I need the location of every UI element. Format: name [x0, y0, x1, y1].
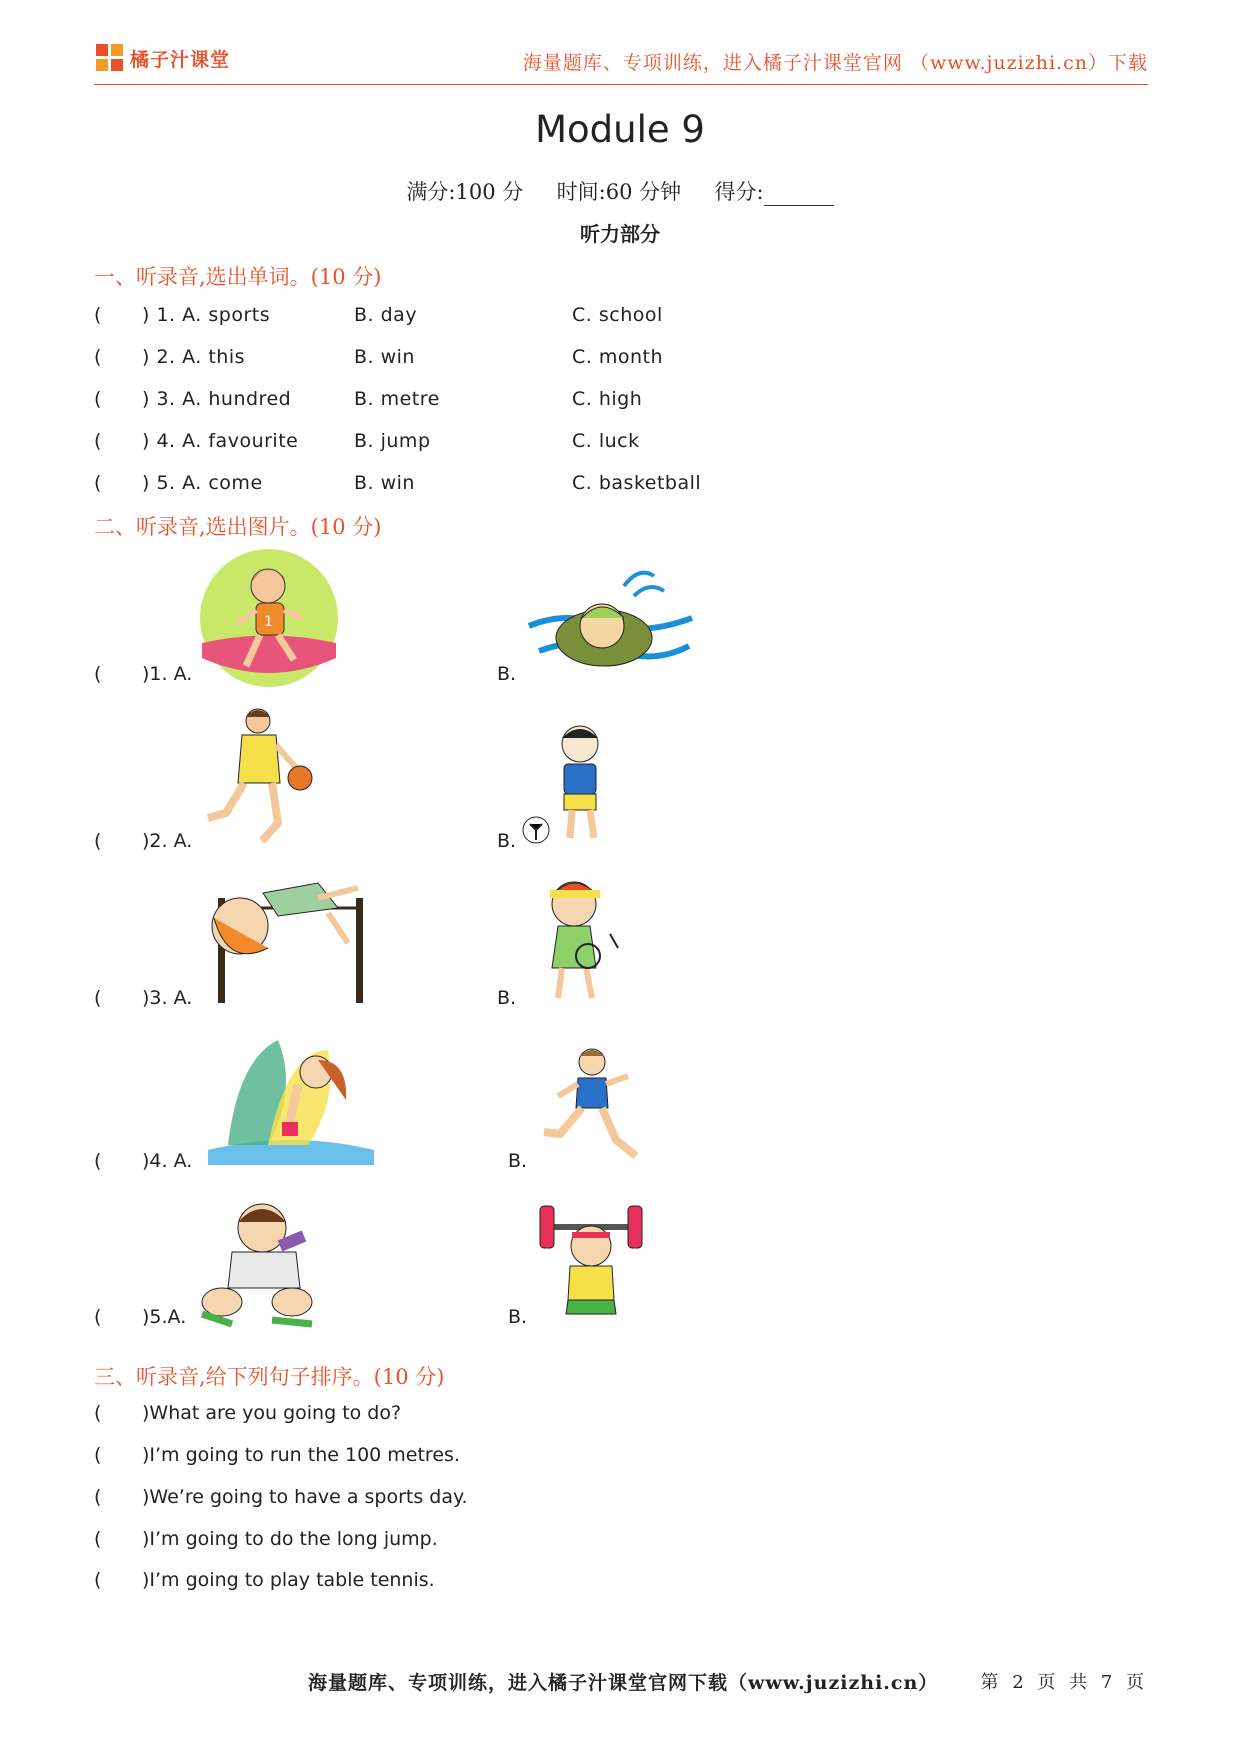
- option-a: ) 5. A. come: [142, 472, 263, 494]
- answer-paren[interactable]: (: [94, 472, 102, 494]
- option-a-label: )4. A.: [142, 1150, 193, 1172]
- option-b: B. win: [354, 472, 415, 494]
- answer-paren[interactable]: (: [94, 1528, 102, 1550]
- svg-text:1: 1: [264, 614, 273, 630]
- sentence-text: )What are you going to do?: [142, 1402, 402, 1424]
- page-title: Module 9: [535, 108, 705, 151]
- answer-paren[interactable]: (: [94, 663, 102, 685]
- option-c: C. luck: [572, 430, 640, 452]
- option-b: B. jump: [354, 430, 431, 452]
- answer-paren[interactable]: (: [94, 388, 102, 410]
- football-boy-icon[interactable]: [520, 720, 636, 850]
- score-label: 得分:: [714, 180, 764, 204]
- section2-heading: 二、听录音,选出图片。(10 分): [94, 515, 382, 539]
- badminton-girl-icon[interactable]: [522, 868, 626, 1008]
- answer-paren[interactable]: (: [94, 1486, 102, 1508]
- option-b-label: B.: [508, 1150, 528, 1172]
- option-b-label: B.: [497, 830, 517, 852]
- sentence-text: )I’m going to play table tennis.: [142, 1569, 435, 1591]
- score-blank[interactable]: [764, 187, 834, 206]
- answer-paren[interactable]: (: [94, 1444, 102, 1466]
- sentence-text: )I’m going to do the long jump.: [142, 1528, 438, 1550]
- question-row: [94, 430, 994, 456]
- question-row: [94, 346, 994, 372]
- answer-paren[interactable]: (: [94, 304, 102, 326]
- option-a: ) 2. A. this: [142, 346, 246, 368]
- option-a-label: )1. A.: [142, 663, 193, 685]
- option-a-label: )5.A.: [142, 1306, 187, 1328]
- answer-paren[interactable]: (: [94, 1150, 102, 1172]
- running-girl-icon[interactable]: [198, 548, 340, 688]
- weightlifter-icon[interactable]: [536, 1196, 646, 1326]
- answer-paren[interactable]: (: [94, 1402, 102, 1424]
- option-a-label: )2. A.: [142, 830, 193, 852]
- answer-paren[interactable]: (: [94, 987, 102, 1009]
- sentence-text: )I’m going to run the 100 metres.: [142, 1444, 460, 1466]
- time-limit: 时间:60 分钟: [556, 180, 682, 204]
- page-number: 第 2 页 共 7 页: [980, 1672, 1148, 1693]
- diving-girl-icon[interactable]: [198, 1030, 384, 1170]
- logo-text: 橘子汁课堂: [130, 48, 231, 71]
- option-b: B. day: [354, 304, 418, 326]
- option-b-label: B.: [508, 1306, 528, 1328]
- question-row: [94, 388, 994, 414]
- question-row: [94, 304, 994, 330]
- option-a: ) 3. A. hundred: [142, 388, 292, 410]
- listening-subtitle: 听力部分: [580, 222, 660, 246]
- option-a-label: )3. A.: [142, 987, 193, 1009]
- answer-paren[interactable]: (: [94, 346, 102, 368]
- basketball-player-icon[interactable]: [196, 703, 318, 849]
- option-b-label: B.: [497, 987, 517, 1009]
- option-c: C. basketball: [572, 472, 702, 494]
- question-row: [94, 472, 994, 498]
- runner-man-icon[interactable]: [536, 1044, 644, 1172]
- option-c: C. month: [572, 346, 664, 368]
- header-slogan: 海量题库、专项训练，进入橘子汁课堂官网 （www.juzizhi.cn）下载: [522, 52, 1148, 74]
- answer-paren[interactable]: (: [94, 1306, 102, 1328]
- sprinter-start-icon[interactable]: [192, 1196, 330, 1330]
- option-a: ) 1. A. sports: [142, 304, 271, 326]
- option-c: C. school: [572, 304, 663, 326]
- full-marks: 满分:100 分: [406, 180, 524, 204]
- score-line: [0, 176, 1240, 206]
- section1-heading: 一、听录音,选出单词。(10 分): [94, 265, 382, 289]
- option-a: ) 4. A. favourite: [142, 430, 299, 452]
- header-divider: [94, 84, 1148, 85]
- swimming-boy-icon[interactable]: [524, 556, 696, 684]
- answer-paren[interactable]: (: [94, 430, 102, 452]
- logo-icon: [96, 44, 124, 72]
- sentence-text: )We’re going to have a sports day.: [142, 1486, 468, 1508]
- footer-slogan: 海量题库、专项训练，进入橘子汁课堂官网下载（www.juzizhi.cn）: [308, 1672, 939, 1694]
- option-c: C. high: [572, 388, 643, 410]
- answer-paren[interactable]: (: [94, 830, 102, 852]
- answer-paren[interactable]: (: [94, 1569, 102, 1591]
- section3-heading: 三、听录音,给下列句子排序。(10 分): [94, 1365, 445, 1389]
- option-b: B. win: [354, 346, 415, 368]
- option-b: B. metre: [354, 388, 440, 410]
- brand-logo: [96, 44, 230, 72]
- high-jump-icon[interactable]: [198, 868, 384, 1006]
- option-b-label: B.: [497, 663, 517, 685]
